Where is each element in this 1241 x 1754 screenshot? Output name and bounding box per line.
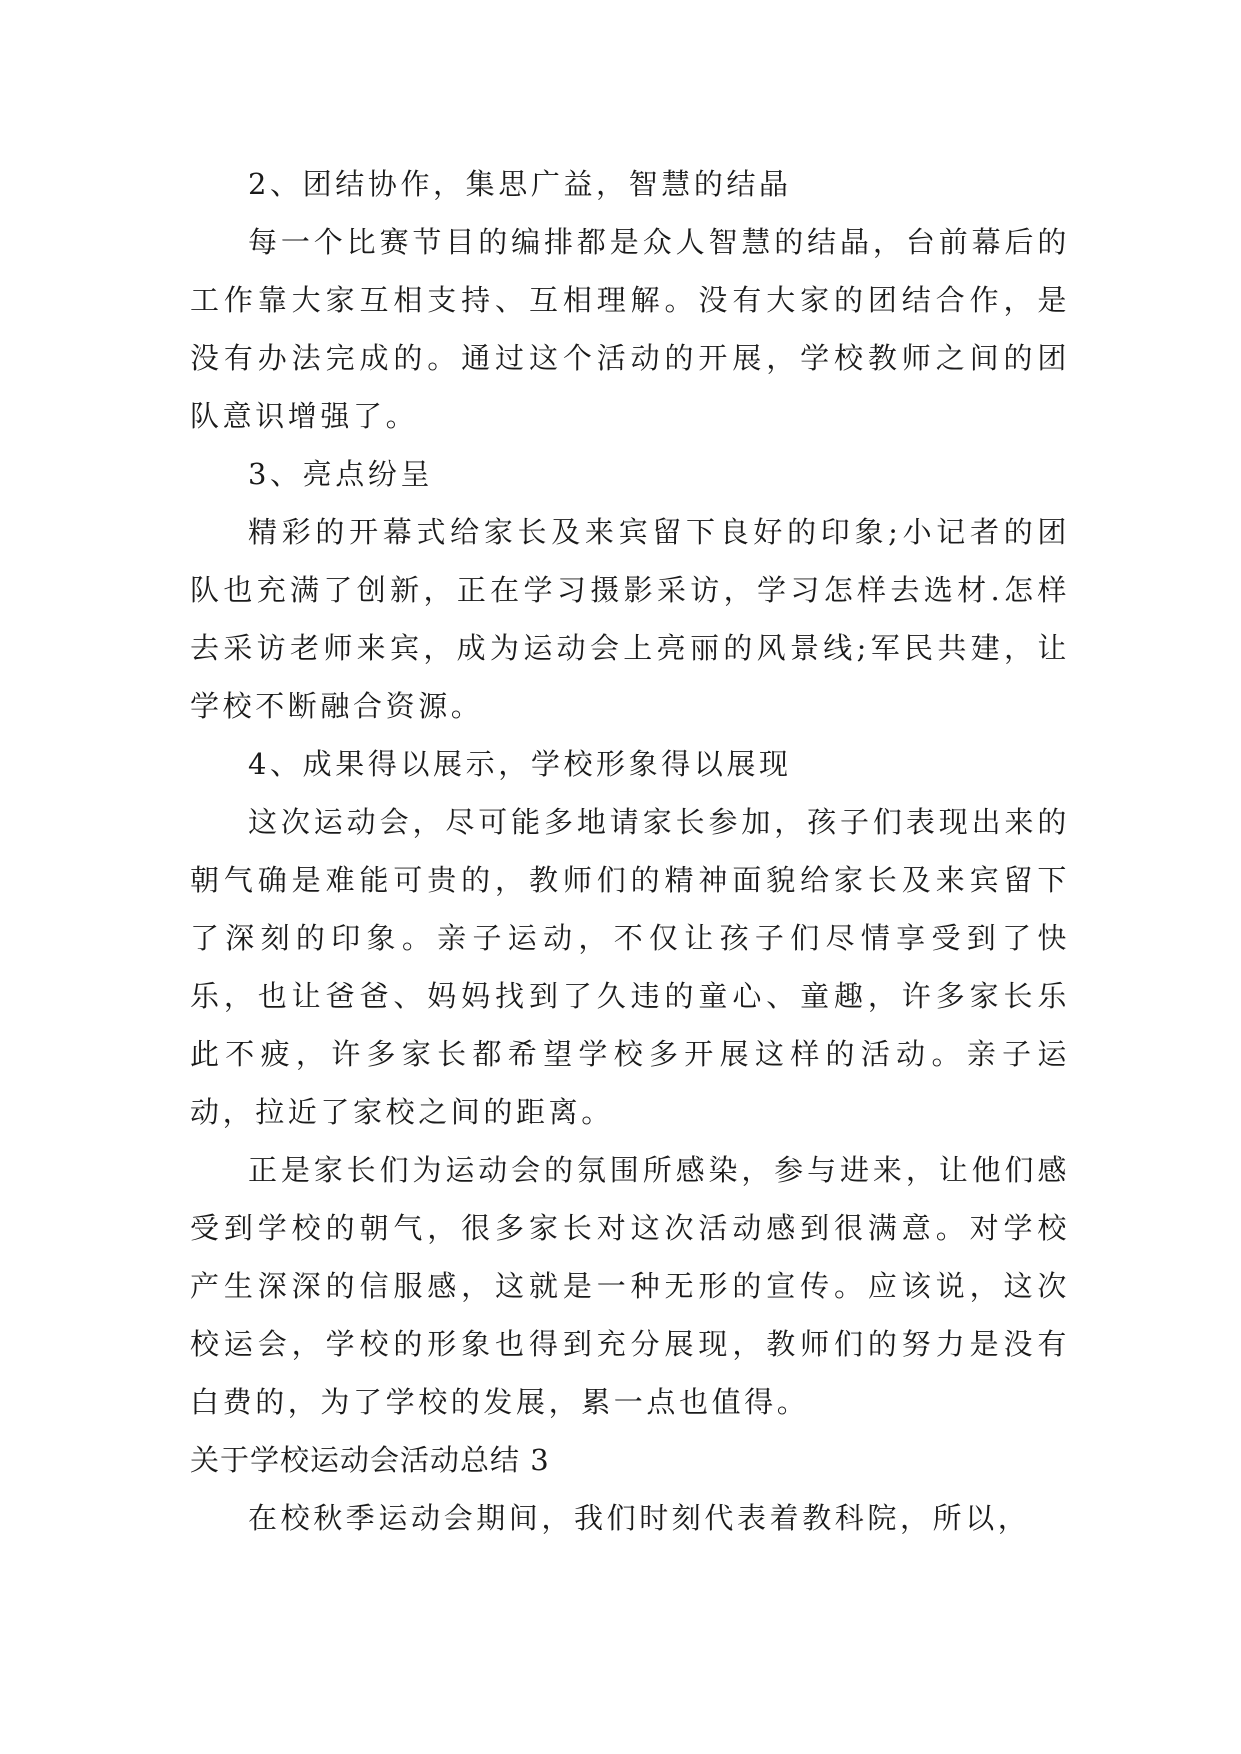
paragraph-autumn-games: 在校秋季运动会期间，我们时刻代表着教科院，所以， [248,1501,1031,1535]
section-heading-teamwork: 2、团结协作，集思广益，智慧的结晶 [248,167,792,201]
paragraph-highlights: 精彩的开幕式给家长及来宾留下良好的印象;小记者的团队也充满了创新，正在学习摄影采访，学习怎样去选材.怎样去采访老师来宾，成为运动会上亮丽的风景线;军民共建，让学校不断融合资源。 [190,515,1070,723]
section-heading-achievements: 4、成果得以展示，学校形象得以展现 [248,747,792,781]
document-section-title: 关于学校运动会活动总结 3 [190,1443,550,1477]
section-heading-highlights: 3、亮点纷呈 [248,457,434,491]
paragraph-teamwork: 每一个比赛节目的编排都是众人智慧的结晶，台前幕后的工作靠大家互相支持、互相理解。没有大家的团结合作，是没有办法完成的。通过这个活动的开展，学校教师之间的团队意识增强了。 [190,225,1070,433]
paragraph-parents-participation: 这次运动会，尽可能多地请家长参加，孩子们表现出来的朝气确是难能可贵的，教师们的精神面貌给家长及来宾留下了深刻的印象。亲子运动，不仅让孩子们尽情享受到了快乐，也让爸爸、妈妈找到了久违的童心、童趣，许多家长乐此不疲，许多家长都希望学校多开展这样的活动。亲子运动，拉近了家校之间的距离。 [190,805,1070,1129]
document-body [190,155,1070,1547]
paragraph-school-image: 正是家长们为运动会的氛围所感染，参与进来，让他们感受到学校的朝气，很多家长对这次活动感到很满意。对学校产生深深的信服感，这就是一种无形的宣传。应该说，这次校运会，学校的形象也得到充分展现，教师们的努力是没有白费的，为了学校的发展，累一点也值得。 [190,1153,1070,1419]
